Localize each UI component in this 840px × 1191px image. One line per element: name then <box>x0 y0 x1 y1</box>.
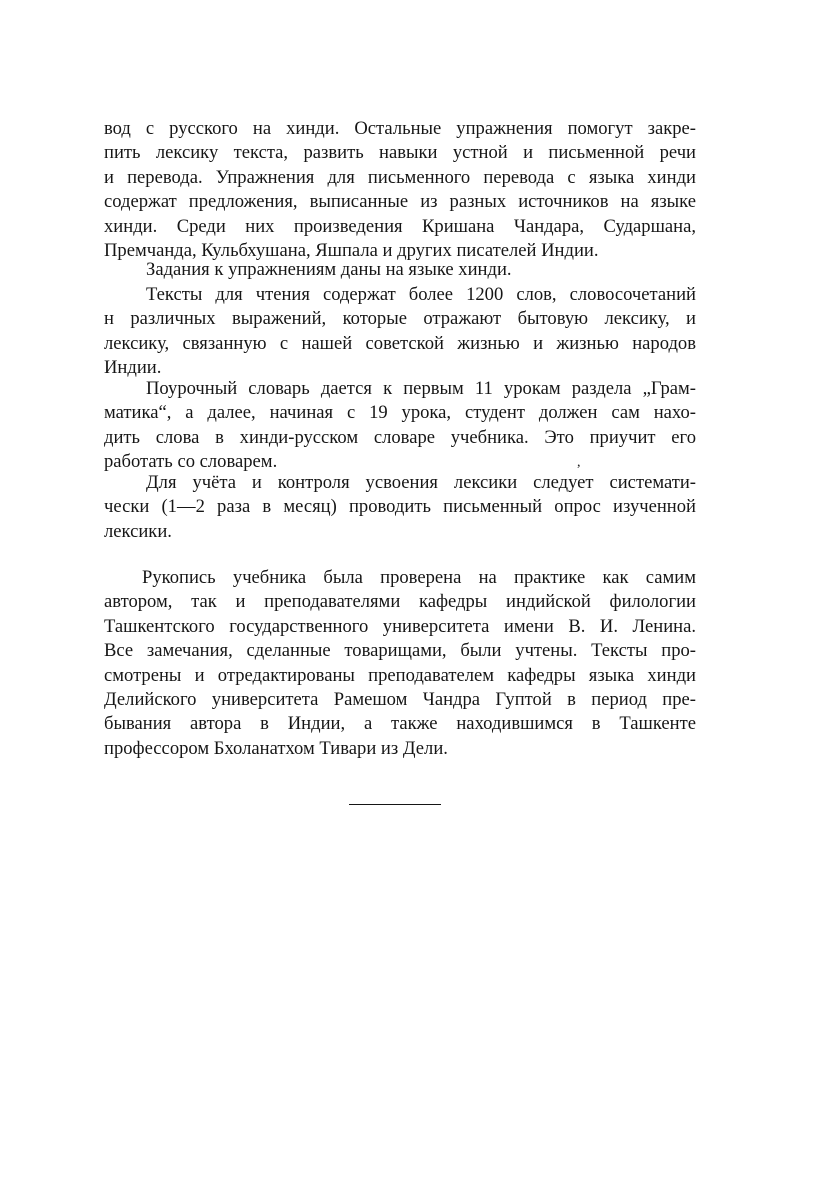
text-line: Делийского университета Рамешом Чандра Гуптой в период пре- <box>104 688 696 710</box>
text-line: профессором Бхоланатхом Тивари из Дели. <box>104 737 448 759</box>
paragraph-2 <box>104 258 696 282</box>
section-end-rule <box>349 804 441 805</box>
text-line: бывания автора в Индии, а также находившимся в Ташкенте <box>104 713 696 735</box>
text-line: Индии. <box>104 357 162 379</box>
paragraph-4 <box>104 377 696 475</box>
text-line: Тексты для чтения содержат более 1200 слов, словосочетаний <box>146 284 696 305</box>
text-line: пить лексику текста, развить навыки устной и письменной речи <box>104 142 696 164</box>
text-line: вод с русского на хинди. Остальные упражнения помогут закре- <box>104 118 696 139</box>
text-line: и перевода. Упражнения для письменного перевода с языка хинди <box>104 166 696 188</box>
stray-mark: , <box>577 455 581 470</box>
text-line: Ташкентского государственного университета имени В. И. Ленина. <box>104 615 696 637</box>
text-line: Рукопись учебника была проверена на практике как самим <box>142 567 696 588</box>
text-line: содержат предложения, выписанные из разных источников на языке <box>104 191 696 213</box>
paragraph-5 <box>104 471 696 544</box>
text-line: смотрены и отредактированы преподавателем кафедры языка хинди <box>104 664 696 686</box>
text-line: чески (1—2 раза в месяц) проводить письменный опрос изученной <box>104 496 696 518</box>
text-line: хинди. Среди них произведения Кришана Чандара, Сударшана, <box>104 215 696 237</box>
paragraph-3 <box>104 283 696 381</box>
text-line: автором, так и преподавателями кафедры индийской филологии <box>104 591 696 613</box>
text-line: Поурочный словарь дается к первым 11 урокам раздела „Грам- <box>146 378 696 399</box>
text-line: лексики. <box>104 520 172 542</box>
paragraph-1 <box>104 117 696 263</box>
text-line: матика“, а далее, начиная с 19 урока, студент должен сам нахо- <box>104 402 696 424</box>
text-line: работать со словарем. <box>104 451 278 473</box>
text-line: лексику, связанную с нашей советской жизнью и жизнью народов <box>104 332 696 354</box>
text-line: Задания к упражнениям даны на языке хинди. <box>146 259 512 280</box>
paragraph-6 <box>104 566 696 761</box>
text-line: Все замечания, сделанные товарищами, были учтены. Тексты про- <box>104 640 696 662</box>
text-line: Для учёта и контроля усвоения лексики следует системати- <box>146 472 696 493</box>
text-line: дить слова в хинди-русском словаре учебника. Это приучит его <box>104 426 696 448</box>
text-line: Премчанда, Кульбхушана, Яшпала и других писателей Индии. <box>104 239 599 261</box>
text-line: н различных выражений, которые отражают бытовую лексику, и <box>104 308 696 330</box>
